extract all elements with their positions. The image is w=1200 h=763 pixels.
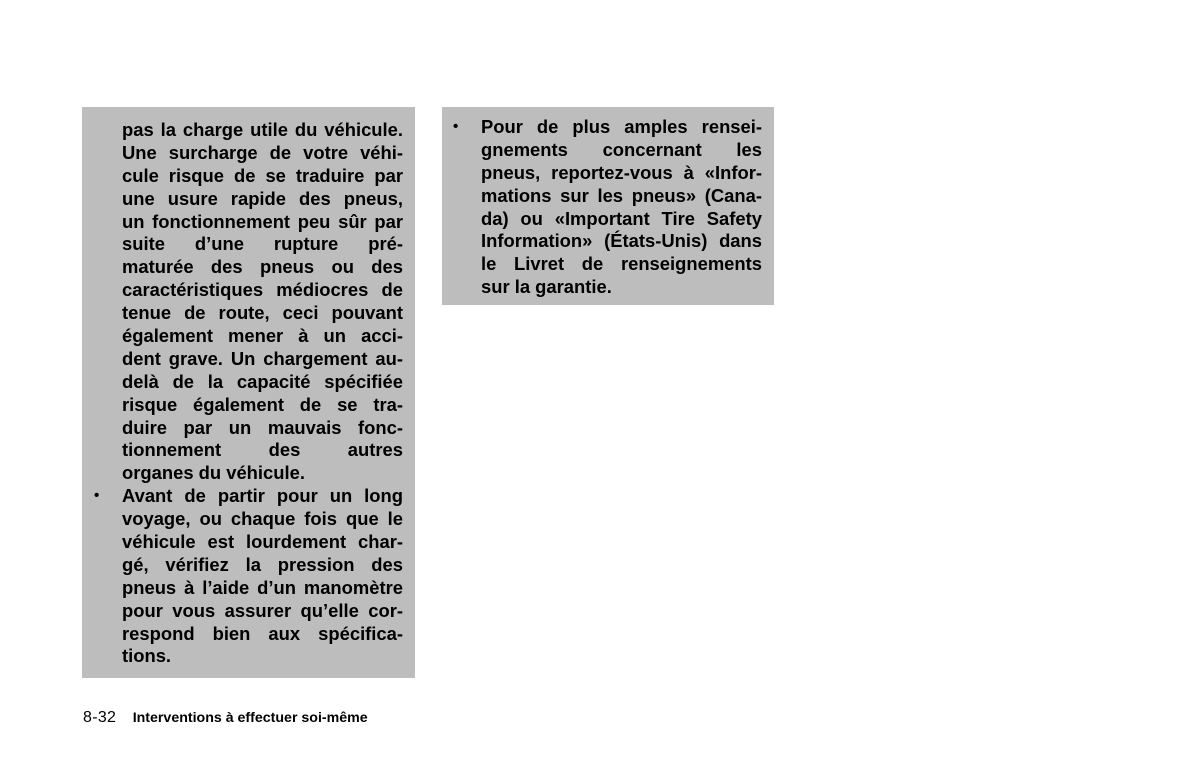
text-line: duire par un mauvais fonc- — [122, 416, 403, 438]
text-line: mations sur les pneus» (Cana- — [481, 184, 762, 206]
bullet-item — [94, 485, 403, 668]
text-line: cule risque de se traduire par — [122, 164, 403, 186]
text-line: risque également de se tra- — [122, 393, 403, 415]
text-line: tionnement des autres — [122, 439, 403, 461]
text-line: caractéristiques médiocres de — [122, 279, 403, 301]
page-footer — [83, 709, 368, 727]
text-line: pour vous assurer qu’elle cor- — [122, 599, 403, 621]
bullet-item — [453, 116, 762, 299]
text-line: le Livret de renseignements — [481, 253, 762, 275]
text-line: delà de la capacité spécifiée — [122, 370, 403, 392]
text-line: pneus à l’aide d’un manomètre — [122, 576, 403, 598]
section-title: Interventions à effectuer soi-même — [132, 710, 368, 726]
text-line: • Pour de plus amples rensei- — [453, 116, 762, 137]
page-number: 8-32 — [83, 709, 117, 726]
text-line: respond bien aux spécifica- — [122, 622, 403, 644]
text-line: un fonctionnement peu sûr par — [122, 210, 403, 232]
text-line: voyage, ou chaque fois que le — [122, 508, 403, 530]
text-line: sur la garantie. — [481, 276, 612, 298]
text-line: pas la charge utile du véhicule. — [122, 119, 403, 140]
text-line: • Avant de partir pour un long — [94, 485, 403, 507]
text-line: une usure rapide des pneus, — [122, 187, 403, 209]
text-line: tenue de route, ceci pouvant — [122, 302, 403, 324]
warning-box-right — [442, 107, 774, 305]
text-line: Information» (États-Unis) dans — [481, 230, 762, 252]
text-line: dent grave. Un chargement au- — [122, 347, 403, 369]
text-line: maturée des pneus ou des — [122, 256, 403, 278]
text-line: Une surcharge de votre véhi- — [122, 141, 403, 163]
text-line: da) ou «Important Tire Safety — [481, 207, 762, 229]
text-line: gé, vérifiez la pression des — [122, 553, 403, 575]
bullet-icon: • — [453, 118, 459, 135]
text-line: pneus, reportez-vous à «Infor- — [481, 161, 762, 183]
text-line: tions. — [122, 645, 172, 667]
text-line: organes du véhicule. — [122, 462, 305, 484]
bullet-icon: • — [94, 487, 100, 505]
text-line: gnements concernant les — [481, 138, 762, 160]
text-line: suite d’une rupture pré- — [122, 233, 403, 255]
text-line: également mener à un acci- — [122, 325, 403, 347]
text-line: véhicule est lourdement char- — [122, 531, 403, 553]
warning-box-left — [82, 107, 415, 678]
continuation-paragraph — [122, 119, 403, 485]
